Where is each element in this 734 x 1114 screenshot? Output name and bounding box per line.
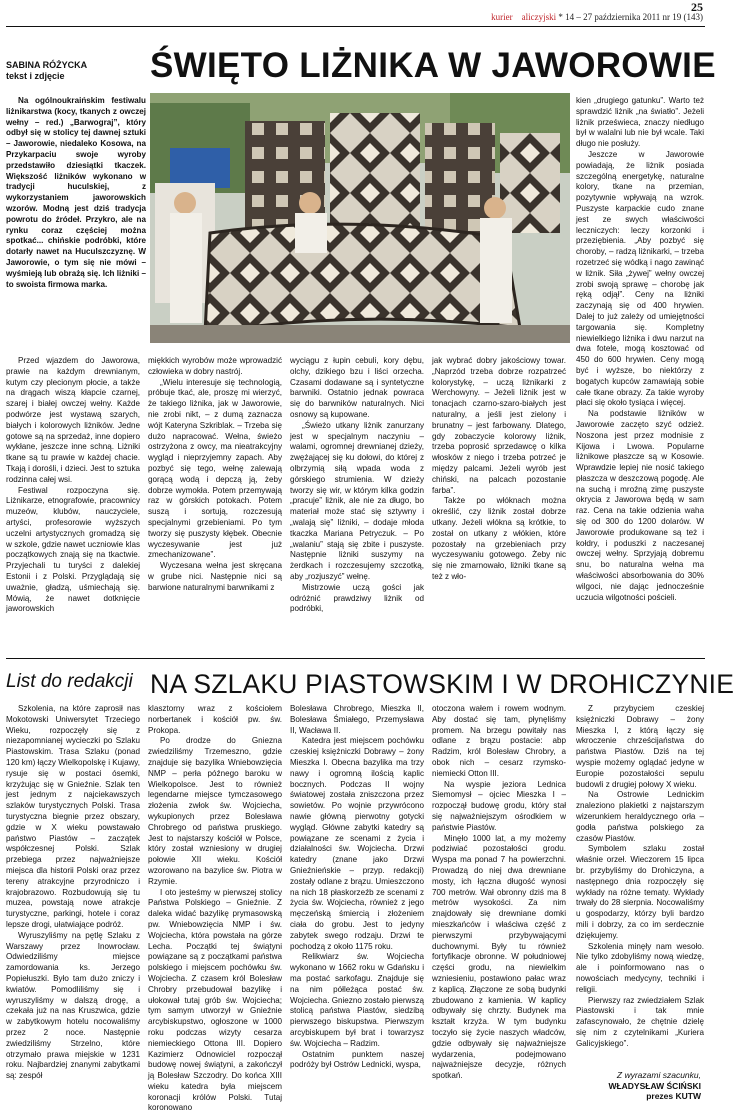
paragraph: Bolesława Chrobrego, Mieszka II, Bolesława Śmiałego, Przemysława II, Wacława II. [290,704,424,735]
article-lead [6,96,146,290]
masthead-title-b: aliczyjski [521,12,557,22]
paragraph: klasztorny wraz z kościołem norbertanek i kościół pw. św. Prokopa. [148,704,282,735]
paragraph: Mistrzowie uczą gości jak odróżnić prawdziwy liżnik od podróbki, [290,582,424,614]
paragraph: Szkolenia minęły nam wesoło. Nie tylko zdobyliśmy nową wiedzę, ale i poinformowano nas o nowościach medycyny, techniki i religii. [576,941,704,994]
paragraph: Festiwal rozpoczyna się. Liżnikarze, etnografowie, pracownicy muzeów, klubów, nauczyciele, artyści, profesorowie wyższych uczelni artystycznych gromadzą się w szkole, gdzie nawet uczniowie klas początkowych znają się na tkactwie. Przyjechali tu turyści z dalekiej Estonii i z Polski. Przyglądają się uważnie, gładzą, uśmiechają się. Mówią, że nawet dotknięcie jaworowskich [6,485,140,614]
paragraph: Jeszcze w Jaworowie powiadają, że liżnik posiada szczególną energetykę, naturalne kolory, tkane na przemian, pozytywnie wpływają na wzrok. Puszyste karpackie cudo znane jest ze swych właściwości leczniczych: leczy korzonki i przeziębienia. „Aby pozbyć się choroby, – radzą liżnikarki, – trzeba rozetrzeć się wódką i nago zawinąć w liżnik. Siła „żywej” wełny owczej zrobi swoją sprawę – chorobę jak ręką odjął”. Ceny na liżniki zaczynają się od 400 hrywien. Dalej to już zależy od umiejętności targowania się. Kompletny niewielkiego liżnika i dwu narzut na dwa fotele, mogą kosztować od 450 do 600 hrywien. Ceny mogą być i wyższe, bo niektórzy z bogatych kupców zamawiają sobie całe tkane obrazy. Za takie wyroby płaci się około tysiąca i więcej. [576,149,704,408]
issue-info: * 14 – 27 października 2011 nr 19 (143) [558,12,703,22]
paragraph: Po drodze do Gniezna zwiedziliśmy Trzemeszno, gdzie znajduje się bazylika Wniebowzięcia NMP – perła późnego baroku w Wielkopolsce. Jest to również legendarne miejsce tymczasowego złożenia zwłok św. Wojciecha, wykupionych przez Bolesława Chrobrego od państwa pruskiego. Jest to najstarszy kościół w Polsce, który został wzniesiony w drugiej połowie XII wieku. Kościół wzorowano na bazylice św. Piotra w Rzymie. [148,736,282,886]
section-rule [6,658,705,659]
header-rule [6,26,705,27]
paragraph: Na podstawie liżników w Jaworowie zaczęto szyć odzież. Noszona jest przez modnisie z Kijowa i Lwowa. Popularne liżnikowe płaszcze są w Kosowie. Wprawdzie lepiej nie nosić takiego płaszcza w deszczową pogodę. Ale na suchą i mroźną zimę puszyste okrycia z Jaworowa będą w sam raz. Cena na takie odzienia waha się od 300 do 1200 dolarów. W Jaworowie produkowane są też i kołdry, i poduszki z naczesanej owczej wełny. Sprzyjają dobremu snu, bo naturalna wełna ma właściwości absorbowania do 30% wilgoci, nie dając jednocześnie uczucia wilgotności pościeli. [576,409,704,602]
signature-thanks: Z wyrazami szacunku, [616,1070,701,1080]
article2-column-3 [290,704,424,1099]
paragraph: Katedra jest miejscem pochówku czeskiej księżniczki Dobrawy – żony Mieszka I. Obecna bazylika ma trzy nawy i ogromną ilością kaplic bocznych. Podczas II wojny światowej została zniszczona przez sowietów. Po wojnie przywrócono nawie główną pierwotny gotycki wygląd. Główne zabytki katedry są powiązane ze scenami z życia i działalności św. Wojciecha. Drzwi katedry (znane jako Drzwi Gnieźnieńskie – przyp. redakcji) zostały odlane z brązu. Umieszczono na nich 18 płaskorzeźb ze scenami z życia św. Wojciecha, również z jego męczeńską śmiercią i złożeniem ciała do grobu. Jest to jedyny zabytek swego rodzaju. Drzwi te pochodzą z około 1175 roku. [290,736,424,951]
paragraph: Wyruszyliśmy na pętlę Szlaku z Warszawy przez Inowrocław. Odwiedziliśmy miejsce zamordowania ks. Jerzego Popiełuszki. Było tam dużo zniczy i kwiatów. Pomodliliśmy się i wyruszyliśmy w dalszą drogę, a czekała już na nas Kruszwica, gdzie w zabytkowym hotelu nocowaliśmy przez 2 noce. Następnie zwiedziliśmy Strzelno, które otrzymało prawa miejskie w 1231 roku. Najbardziej znanymi zabytkami są: zespół [6,930,140,1081]
article2-column-5 [576,704,704,1066]
article1-column-4 [432,356,566,651]
paragraph: Ostatnim punktem naszej podróży był Ostrów Lednicki, wyspa, [290,1049,424,1070]
article1-column-5 [576,96,704,651]
article2-column-1 [6,704,140,1099]
paragraph: kien „drugiego gatunku”. Warto też sprawdzić liżnik „na światło”. Jeżeli liżnik prześwieca, znaczy niedługo był w walalni lub nie był wcale. Taki długo nie posłuży. [576,96,704,149]
byline [6,60,146,82]
paragraph: jak wybrać dobry jakościowy towar. „Naprzód trzeba dobrze rozpatrzeć kolorystykę, – uczą liżnikarki z Werchowyny. – Jeżeli liżnik jest w tonacjach czarno-szaro-białych jest naturalny, a jeśli jest zielony i brunatny – jest farbowany. Dlatego, gdy zobaczycie kolorowy liżnik, trzeba poprosić sprzedawcę o kilka włosków z niego i trzeba potrzeć je między palcami. Jeżeli wyrób jest chiński, na palcach pozostanie farba”. [432,356,566,495]
page-number: 25 [691,0,703,14]
paragraph: I oto jesteśmy w pierwszej stolicy Państwa Polskiego – Gnieźnie. Z daleka widać bazylikę prymasowską pw. Wniebowzięcia NMP i św. Wojciecha, która powstała na górze Lecha. Początki tej świątyni powiązane są z początkami państwa polskiego i miejscem pochówku św. Wojciecha. Z czasem król Bolesław Chrobry przebudował bazylikę i ułokował tutaj grób św. Wojciecha; tym samym utworzył w Gnieźnie arcybiskupstwo, ogłoszone w 1000 roku podczas wizyty cesarza niemieckiego Ottona III. Dopiero Kazimierz Odnowiciel rozpoczął budowę nowej świątyni, a zakończył ją Bolesław Szczodry. Do końca XIII wieku katedra była miejscem koronacji królów Polski. Tutaj koronowano [148,887,282,1113]
masthead-line [491,12,703,22]
paragraph: wyciągu z łupin cebuli, kory dębu, olchy, dzikiego bzu i liści orzecha. Czasami dodawane są i syntetyczne barwniki. Ostatnio jednak powraca się do barwników naturalnych. Nici osnowy są kupowane. [290,356,424,419]
masthead-title-a: kurier [491,12,513,22]
paragraph: Na Ostrowie Lednickim znaleziono plakietki z najstarszym wizerunkiem heraldycznego orła – godła państwa polskiego za czasów Piastów. [576,790,704,843]
article2-title: NA SZLAKU PIASTOWSKIM I W DROHICZYNIE [150,669,734,699]
author-name: SABINA RÓŻYCKA [6,60,88,70]
paragraph: Wyczesana wełna jest skręcana w grube nici. Następnie nici są barwione naturalnymi barwnikami z [148,561,282,592]
paragraph: Także po włóknach można określić, czy liżnik został dobrze utkany. Jeżeli włókna są krótkie, to został on utkany z włókien, które pozostały na grzebieniach przy wyczesywaniu gotowego. Żeby nic się nie zmarnowało, liżniki tkane są też z wło- [432,496,566,581]
paragraph: Symbolem szlaku został właśnie orzeł. Wieczorem 15 lipca br. przybyliśmy do Drohiczyna, a następnego dnia rozpoczęły się wykłady na różne tematy. Wykłady trwały do 28 sierpnia. Nocowaliśmy u gospodarzy, którzy byli bardzo mili i dobrzy, za co im serdecznie dziękujemy. [576,844,704,940]
paragraph: Relikwiarz św. Wojciecha wykonano w 1662 roku w Gdańsku i ma postać sarkofagu. Znajduje się na nim półleżąca postać św. Wojciecha. Gniezno zostało pierwszą stolicą państwa Piastów, siedzibą pierwszego biskupstwa. Pierwszym arcybiskupem był brat i towarzysz św. Wojciecha – Radzim. [290,952,424,1048]
photo-illustration [150,93,570,343]
article1-column-2 [148,356,282,651]
paragraph: Na wyspie jeziora Lednica Siemomysł – ojciec Mieszka I – rozpoczął budowę grodu, który stał się najważniejszym ośrodkiem w państwie Piastów. [432,779,566,832]
masthead-spacer [515,12,520,22]
paragraph: miękkich wyrobów może wprowadzić człowieka w dobry nastrój. [148,356,282,376]
lead-paragraph: Na ogólnoukraińskim festiwalu liżnikarstwa (kocy, tkanych z owczej wełny – red.) „Barwograj”, który odbył się w stolicy tej dawnej sztuki – Jaworowie, niedaleko Kosowa, na Przykarpaciu swoje wyroby przedstawiło dziesiątki tkaczek. Większość liżników wykonano w tradycji huculskiej, z wykorzystaniem jaworowskich wzorów. Modną jest dziś tradycja powrotu do źródeł. Przykro, ale na rynku coraz częściej można spotkać... chińskie podróbki, które dotarły nawet na Huculszczyznę. W Jaworowie, o tym się nie mówi – wyśmieją lub obrażą się. Ich liżniki – to swoista firmowa marka. [6,96,146,289]
author-role: tekst i zdjęcie [6,71,65,81]
article2-column-2 [148,704,282,1113]
paragraph: Przed wjazdem do Jaworowa, prawie na każdym drewnianym, kutym czy plecionym płocie, a także na drągach wiszą kłapcie czarnej, szarej i białej owczej wełny. Każde podwórze jest wystawą szarych, białych i kolorowych liżników. Jedne gotowe są na sprzedaż, inne dopiero wykłane, jeszcze inne schną. Liżniki tkane są tu prawie w każdej chacie. Tkają i dorośli, i dzieci. Jest to sztuka rodzinna całej wsi. [6,356,140,484]
signature-org: prezes KUTW [646,1091,701,1102]
article1-column-3 [290,356,424,651]
paragraph: Szkolenia, na które zaprosił nas Mokotowski Uniwersytet Trzeciego Wieku, rozpoczęły się z niezapomnianej wycieczki po Szlaku Piastowskim. Trasa Szlaku (ponad 120 km) łączy Wielkopolskę i Kujawy, rysuje się w postaci ósemki, krzyżując się w Gnieźnie. Szlak ten jest jednym z najciekawszych szlaków turystycznych Polski. Trasa turystyczna biegnie przez obszary, gdzie w X wieku powstawało państwo Piastów – zaczątek współczesnej Polski. Szlak przebiega przez najważniejsze miejsca dla historii Polski oraz przez tereny atrakcyjne przyrodniczo i krajobrazowo. Rozbudowują się tu muzea, powstają nowe atrakcje turystyczne, parkingi, hotele i coraz lepsze drogi, ułatwiające podróż. [6,704,140,929]
article2-column-4 [432,704,566,1099]
article-photo [150,93,570,343]
paragraph: „Wielu interesuje się technologią, próbuje tkać, ale, proszę mi wierzyć, że takiego liżnika, jak w Jaworowie, nie zrobi nikt, – z dumą zaznacza wójt Kateryna Szkriblak. – Trzeba się dużo napracować. Wełna, świeżo ostrzyżona z owcy, ma nieatrakcyjny wygląd i nieprzyjemny zapach. Aby pozbyć się tego, wełnę zalewają gorącą wodą i depczą ją, żeby dobrze wymokła. Potem przemywają raz w górskich potokach. Potem suszą i sortują, rozczesują specjalnymi grzebieniami. Po tym tworzy się puszysty kłębek. Obecnie wyczesywanie jest już zmechanizowane”. [148,377,282,560]
section-label: List do redakcji [6,671,133,692]
paragraph: Z przybyciem czeskiej księżniczki Dobrawy – żony Mieszka I, z którą łączy się wkroczenie chrześcijaństwa do państwa Piastów. Dziś na tej wyspie możemy oglądać jedyne w Europie pozostałości sepulu budowli z drugiej połowy X wieku. [576,704,704,789]
paragraph: otoczona wałem i rowem wodnym. Aby dostać się tam, płynęliśmy promem. Na brzegu powitały nas odlane z brązu postacie: abp Radzim, król Bolesław Chrobry, a obok nich – cesarz rzymsko-niemiecki Otton III. [432,704,566,778]
signature [541,1070,701,1102]
article1-column-1 [6,356,140,651]
article-title: ŚWIĘTO LIŻNIKA W JAWOROWIE [150,46,716,85]
paragraph: Minęło 1000 lat, a my możemy podziwiać pozostałości grodu. Wyspa ma ponad 7 ha powierzchni. Prowadzą do niej dwa drewniane mosty, ich łączna długość wynosi 700 metrów. Wał obronny dziś ma 8 metrów wysokości. Za nim znajdowały się drewniane domki mieszkańców i właściwa część z pierwszymi przybywającymi duchownymi. Były tu również fortyfikacje obronne. W południowej części grodu, na niewielkim wzniesieniu, postawiono pałac wraz z kaplicą. Złączone ze sobą budynki zbudowano z kamienia. W kaplicy odbywały się chrzty. Budynek ma kształt krzyża. W tym budynku toczyło się życie naszych władców, gdzie odbywały się najważniejsze wydarzenia, podejmowano najważniejsze decyzje, różnych spotkań. [432,833,566,1081]
signature-name: WŁADYSŁAW ŚCIŃSKI [608,1080,701,1091]
paragraph: „Świeżo utkany liżnik zanurzany jest w specjalnym naczyniu – walami, ogromnej drewnianej dzieży, zwężającej się ku dołowi, do której z olbrzymią siłą wpada woda z górskiego strumienia. W dzieży tworzy się wir, w którym kilka godzin „pracuje” liżnik, ale nie za długo, bo materiał może stać się sztywny i „walają się” liżniki, – dodaje młoda tkaczka Mariana Petryczuk. – Po „walaniu” stają się zbite i puszyste. Następnie liżniki suszymy na żerdkach i rozczesujemy szczotką, aby „rozjuszyć” wełnę. [290,420,424,581]
paragraph: Pierwszy raz zwiedziałem Szlak Piastowski i tak mnie zafascynowało, że chętnie dzielę się nim z czytelnikami „Kuriera Galicyjskiego”. [576,995,704,1048]
